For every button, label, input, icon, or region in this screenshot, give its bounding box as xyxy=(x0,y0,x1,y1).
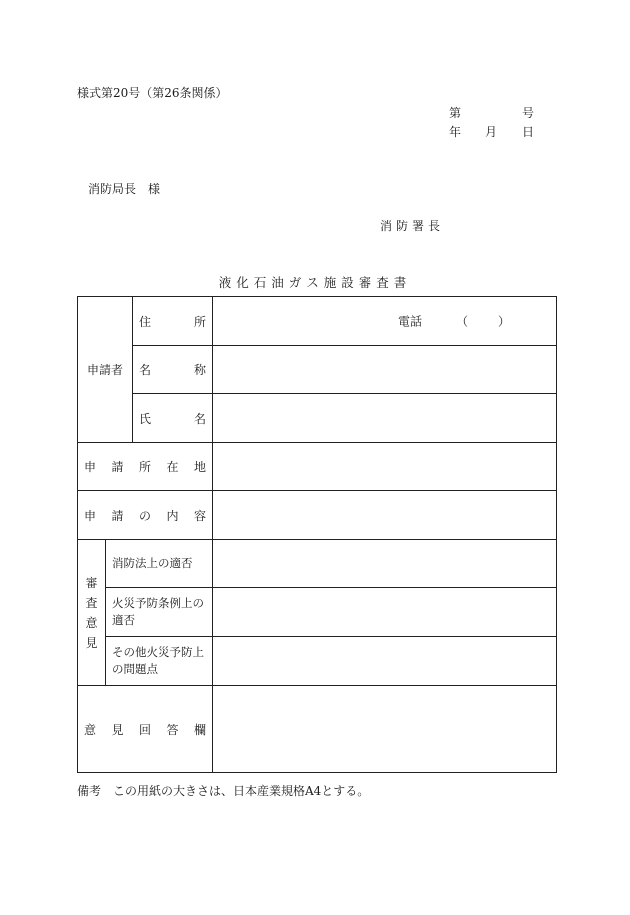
sender: 消防署長 xyxy=(380,219,445,233)
review-ordinance-label: 火災予防条例上の 適否 xyxy=(106,588,213,637)
name-field[interactable] xyxy=(213,346,557,394)
number-prefix: 第 xyxy=(449,106,462,120)
answer-field[interactable] xyxy=(213,686,557,773)
date-year: 年 xyxy=(449,125,462,139)
remarks-note: 備考 この用紙の大きさは、日本産業規格A4とする。 xyxy=(77,784,370,798)
person-name-label: 氏 名 xyxy=(133,394,213,443)
phone-close-paren: ） xyxy=(498,314,511,329)
review-ordinance-field[interactable] xyxy=(213,588,557,637)
review-fire-law-label: 消防法上の適否 xyxy=(106,540,213,588)
person-name-field[interactable] xyxy=(213,394,557,443)
number-suffix: 号 xyxy=(522,106,535,120)
address-label: 住 所 xyxy=(133,297,213,346)
date-day: 日 xyxy=(522,125,535,139)
content-field[interactable] xyxy=(213,491,557,540)
review-fire-law-field[interactable] xyxy=(213,540,557,588)
form-number: 様式第20号（第26条関係） xyxy=(77,86,228,100)
document-title: 液化石油ガス施設審査書 xyxy=(218,275,412,290)
review-form-table xyxy=(77,296,557,773)
phone-label: 電話 xyxy=(398,314,423,329)
location-field[interactable] xyxy=(213,443,557,491)
phone-open-paren: （ xyxy=(456,314,469,329)
date-month: 月 xyxy=(485,125,498,139)
review-group-label: 審 査 意 見 xyxy=(78,540,106,686)
answer-label: 意 見 回 答 欄 xyxy=(78,686,213,773)
applicant-group-label: 申請者 xyxy=(78,297,133,443)
location-label: 申 請 所 在 地 xyxy=(78,443,213,491)
address-field[interactable] xyxy=(213,297,557,346)
review-other-field[interactable] xyxy=(213,637,557,686)
review-other-label: その他火災予防上 の問題点 xyxy=(106,637,213,686)
name-label: 名 称 xyxy=(133,346,213,394)
content-label: 申 請 の 内 容 xyxy=(78,491,213,540)
phone-group xyxy=(213,297,556,345)
addressee: 消防局長 様 xyxy=(88,182,161,196)
